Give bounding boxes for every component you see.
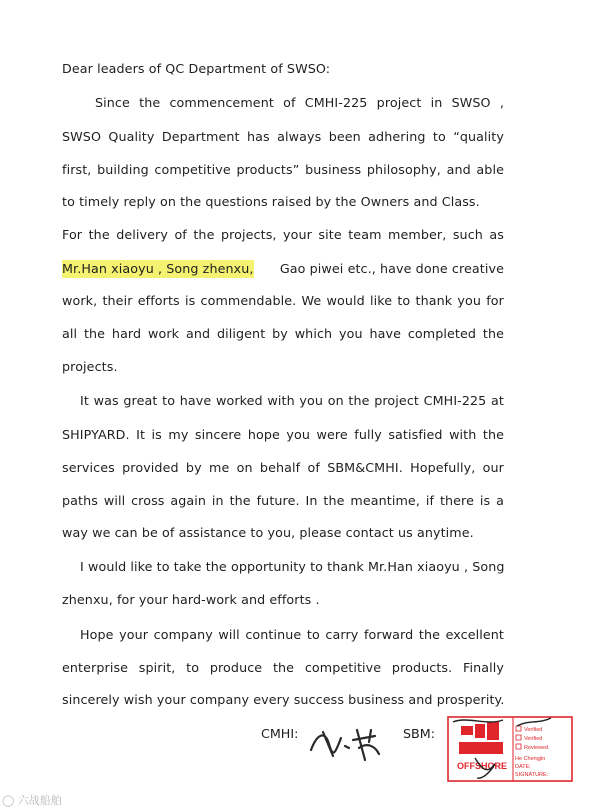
stamp-date-label: DATE: [515,764,531,770]
letter-line: projects. [62,359,118,374]
letter-line: to timely reply on the questions raised by the Owners and Class. [62,194,480,209]
letter-line: Since the commencement of CMHI-225 project in SWSO , [95,95,504,110]
letter-line: SHIPYARD. It is my sincere hope you were fully satisfied with the [62,427,504,442]
letter-line: first, building competitive products” business philosophy, and able [62,162,504,177]
letter-line: It was great to have worked with you on the project CMHI-225 at [80,393,504,408]
watermark-text: 六战船舶 [17,794,62,807]
letter-line: sincerely wish your company every success business and prosperity. [62,692,505,707]
cmhi-handwritten-signature [305,720,389,764]
letter-line-rest: Gao piwei etc., have done creative [279,261,504,276]
stamp-name: He Chengjin [515,756,546,762]
stamp-verified-2: Verified [524,736,543,742]
letter-line: zhenxu, for your hard-work and efforts . [62,592,320,607]
stamp-reviewed: Reviewed [524,745,549,751]
stamp-signature-label: SIGNATURE: [515,772,549,778]
letter-line: all the hard work and diligent by which you have completed the [62,326,504,341]
letter-line: enterprise spirit, to produce the competitive products. Finally [62,660,504,675]
watermark-icon: ◯ [2,794,15,807]
sbm-label: SBM: [403,726,435,741]
stamp-logo-text: OFFSHORE [457,761,508,771]
letter-line: SWSO Quality Department has always been adhering to “quality [62,129,504,144]
letter-line: services provided by me on behalf of SBM&CMHI. Hopefully, our [62,460,504,475]
cmhi-label: CMHI: [261,726,299,741]
highlighted-names: Mr.Han xiaoyu , Song zhenxu, [62,261,254,276]
letter-line: I would like to take the opportunity to thank Mr.Han xiaoyu , Song [80,559,505,574]
salutation: Dear leaders of QC Department of SWSO: [62,61,331,76]
letter-line: work, their efforts is commendable. We would like to thank you for [62,293,504,308]
verification-stamp [447,716,573,782]
letter-line-names [62,260,504,278]
letter-line: way we can be of assistance to you, please contact us anytime. [62,525,474,540]
stamp-verified-1: Verified [524,727,543,733]
letter-line: paths will cross again in the future. In the meantime, if there is a [62,493,504,508]
watermark [2,792,62,808]
letter-line: Hope your company will continue to carry forward the excellent [80,627,504,642]
letter-line: For the delivery of the projects, your site team member, such as [62,227,504,242]
